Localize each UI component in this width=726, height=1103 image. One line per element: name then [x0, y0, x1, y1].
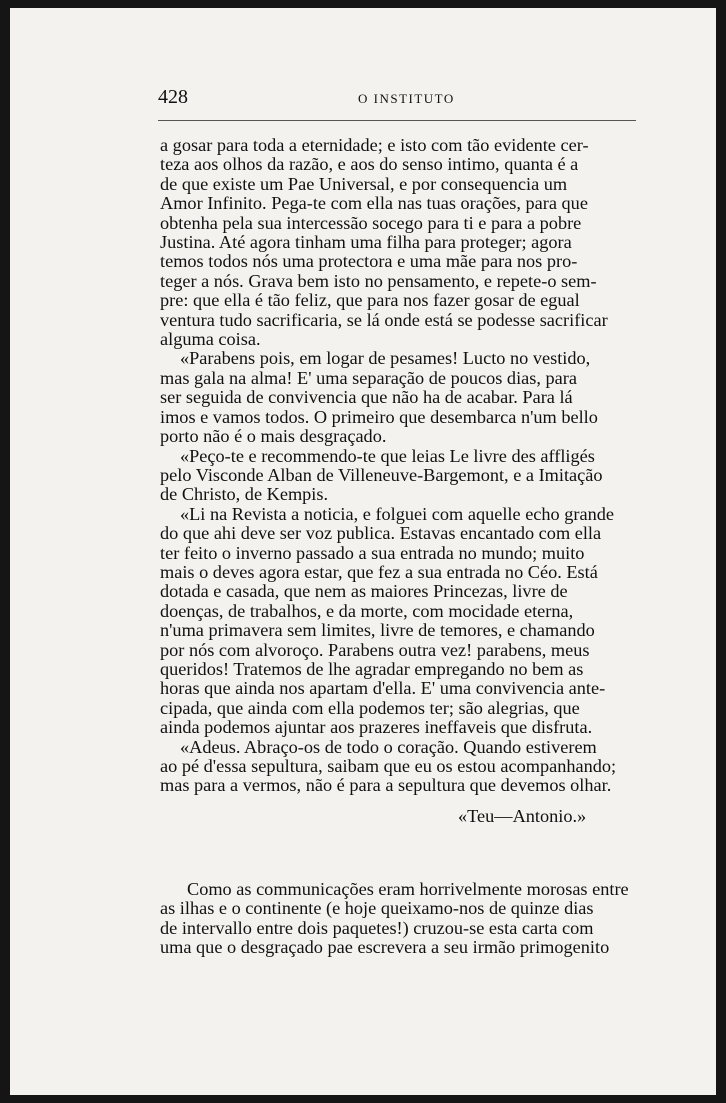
text-line: uma que o desgraçado pae escrevera a seu irmão primogenito [160, 937, 610, 958]
page-header [158, 86, 638, 116]
text-line: teza aos olhos da razão, e aos do senso intimo, quanta é a [160, 154, 579, 175]
text-line: de intervallo entre dois paquetes!) cruzou-se esta carta com [160, 917, 594, 938]
letter-body [160, 136, 638, 796]
text-line: imos e vamos todos. O primeiro que desembarca n'um bello [160, 406, 598, 427]
text-line: «Parabens pois, em logar de pesames! Lucto no vestido, [180, 348, 591, 369]
text-line: de Christo, de Kempis. [160, 484, 329, 505]
text-line: do que ahi deve ser voz publica. Estavas encantado com ella [160, 523, 602, 544]
text-line: mais o deves agora estar, que fez a sua entrada no Céo. Está [160, 561, 598, 582]
text-line: queridos! Tratemos de lhe agradar empregando no bem as [160, 658, 584, 679]
text-line: mas para a vermos, não é para a sepultura que devemos olhar. [160, 775, 612, 796]
text-line: obtenha pela sua intercessão socego para ti e para a pobre [160, 212, 582, 233]
text-line: por nós com alvoroço. Parabens outra vez! parabens, meus [160, 639, 590, 660]
text-line: ao pé d'essa sepultura, saibam que eu os estou acompanhando; [160, 756, 617, 776]
text-line: «Adeus. Abraço-os de todo o coração. Quando estiverem [180, 736, 597, 757]
book-page [10, 8, 716, 1095]
text-line: porto não é o mais desgraçado. [160, 426, 387, 447]
running-title: O INSTITUTO [358, 91, 455, 106]
text-line: «Li na Revista a noticia, e folguei com aquelle echo grande [180, 503, 615, 524]
text-line: alguma coisa. [160, 329, 261, 350]
text-line: horas que ainda nos apartam d'ella. E' uma convivencia ante- [160, 678, 606, 699]
text-line: doenças, de trabalhos, e da morte, com mocidade eterna, [160, 600, 574, 621]
closing-paragraph [160, 880, 638, 958]
text-line: Como as communicações eram horrivelmente morosas entre [187, 879, 629, 899]
text-line: a gosar para toda a eternidade; e isto com tão evidente cer- [160, 135, 589, 155]
text-line: ter feito o inverno passado a sua entrada no mundo; muito [160, 542, 585, 563]
text-line: ventura tudo sacrificaria, se lá onde está se podesse sacrificar [160, 309, 608, 330]
text-line: de que existe um Pae Universal, e por consequencia um [160, 173, 568, 194]
text-line: ainda podemos ajuntar aos prazeres ineffaveis que disfruta. [160, 717, 593, 738]
header-rule [158, 120, 636, 121]
text-line: as ilhas e o continente (e hoje queixamo-nos de quinze dias [160, 898, 594, 919]
page-number: 428 [158, 86, 188, 108]
signature: «Teu—Antonio.» [458, 806, 587, 826]
text-line: temos todos nós uma protectora e uma mãe para nos pro- [160, 251, 578, 272]
text-line: cipada, que ainda com ella podemos ter; são alegrias, que [160, 697, 580, 718]
text-line: teger a nós. Grava bem isto no pensamento, e repete-o sem- [160, 270, 597, 291]
text-line: Justina. Até agora tinham uma filha para proteger; agora [160, 232, 572, 253]
text-line: Amor Infinito. Pega-te com ella nas tuas orações, para que [160, 193, 588, 214]
text-line: pelo Visconde Alban de Villeneuve-Bargemont, e a Imitação [160, 464, 603, 485]
text-line: n'uma primavera sem limites, livre de temores, e chamando [160, 620, 595, 641]
text-line: mas gala na alma! E' uma separação de poucos dias, para [160, 367, 577, 388]
text-line: «Peço-te e recommendo-te que leias Le livre des affligés [180, 445, 595, 466]
text-line: ser seguida de convivencia que não ha de acabar. Para lá [160, 387, 573, 408]
text-line: pre: que ella é tão feliz, que para nos fazer gosar de egual [160, 290, 580, 311]
text-line: dotada e casada, que nem as maiores Princezas, livre de [160, 581, 568, 602]
